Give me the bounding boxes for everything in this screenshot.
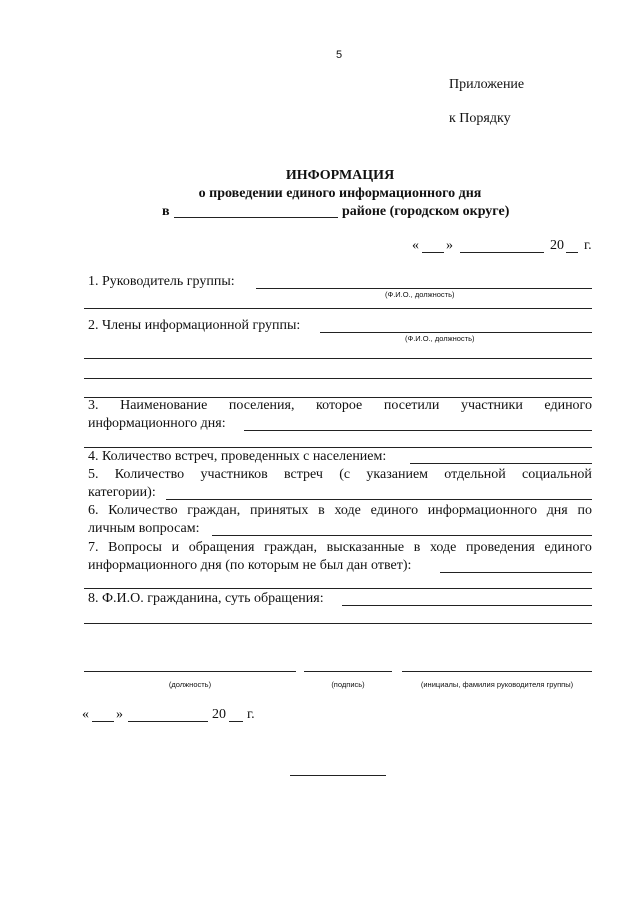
item-6-line-1 [88,503,592,519]
word: ходе [334,503,361,518]
meetings-count-field[interactable] [410,463,592,464]
bottom-date-day-field[interactable] [92,721,114,722]
date-day-field[interactable] [422,252,444,253]
item-7-line-1 [88,540,592,556]
settlement-field[interactable] [244,430,592,431]
bottom-date-year-prefix: 20 [212,707,226,722]
word: и [171,540,180,555]
name-caption: (инициалы, фамилия руководителя группы) [420,680,574,689]
date-close-quote: » [446,238,453,253]
leader-field[interactable] [256,288,592,289]
word: принятых [249,503,309,518]
word: участников [200,467,268,482]
citizen-appeal-line-2[interactable] [84,623,592,624]
date-month-field[interactable] [460,252,544,253]
name-signature-line[interactable] [402,671,592,672]
item-7-line-2: информационного дня (по которым не был дан ответ): [88,558,412,573]
word: информационного [427,503,537,518]
questions-line-2[interactable] [84,588,592,589]
leader-hint: (Ф.И.О., должность) [385,290,455,299]
word: 6. [88,503,99,518]
word: Наименование [120,398,208,413]
item-8-label: 8. Ф.И.О. гражданина, суть обращения: [88,591,324,606]
date-year-field[interactable] [566,252,578,253]
signature-line[interactable] [304,671,392,672]
word: участники [460,398,523,413]
word: проведения [465,540,535,555]
members-line-3[interactable] [84,378,592,379]
title-prefix: в [162,204,170,219]
bottom-date-month-field[interactable] [128,721,208,722]
questions-field[interactable] [440,572,592,573]
position-caption: (должность) [168,680,212,689]
item-5-line-1 [88,467,592,483]
word: обращения [188,540,255,555]
word: 7. [88,540,99,555]
word: социальной [522,467,592,482]
members-line-2[interactable] [84,358,592,359]
item-1-extra-line[interactable] [84,308,592,309]
bottom-date-year-field[interactable] [229,721,243,722]
item-4-label: 4. Количество встреч, проведенных с населением: [88,449,387,464]
item-3-line-1 [88,398,592,414]
document-title: ИНФОРМАЦИЯ [285,168,395,183]
word: посетили [383,398,440,413]
item-2-label: 2. Члены информационной группы: [88,318,301,333]
word: Вопросы [108,540,162,555]
word: 3. [88,398,99,413]
word: в [413,540,421,555]
signature-caption: (подпись) [331,680,365,689]
word: единого [544,540,592,555]
document-subtitle: о проведении единого информационного дня [198,186,482,201]
bottom-date-open-quote: « [82,707,89,722]
word: высказанные [326,540,405,555]
bottom-date-year-suffix: г. [247,707,255,722]
appendix-reference: к Порядку [449,111,511,126]
word: единого [544,398,592,413]
page-number: 5 [336,49,343,61]
word: по [577,503,592,518]
word: дня [546,503,568,518]
closing-divider [290,775,386,776]
date-year-prefix: 20 [550,238,564,253]
word: 5. [88,467,99,482]
item-1-label: 1. Руководитель группы: [88,274,235,289]
word: ходе [429,540,457,555]
title-suffix: районе (городском округе) [342,204,510,219]
word: граждан, [187,503,241,518]
word: единого [370,503,419,518]
word: встреч [284,467,323,482]
citizens-received-field[interactable] [212,535,592,536]
item-3-line-2: информационного дня: [88,416,226,431]
settlement-line-2[interactable] [84,447,592,448]
participants-field[interactable] [166,499,592,500]
position-signature-line[interactable] [84,671,296,672]
word: в [318,503,325,518]
appendix-label: Приложение [449,77,525,92]
word: которое [316,398,363,413]
district-field[interactable] [174,217,338,218]
word: отдельной [444,467,506,482]
date-open-quote: « [412,238,419,253]
word: Количество [114,467,185,482]
item-5-line-2: категории): [88,485,156,500]
item-6-line-2: личным вопросам: [88,521,200,536]
word: Количество [108,503,178,518]
bottom-date-close-quote: » [116,707,123,722]
citizen-appeal-field[interactable] [342,605,592,606]
word: граждан, [264,540,318,555]
date-year-suffix: г. [584,238,592,253]
word: указанием [366,467,429,482]
word: (с [339,467,351,482]
members-hint: (Ф.И.О., должность) [405,334,475,343]
word: поселения, [228,398,295,413]
members-field[interactable] [320,332,592,333]
